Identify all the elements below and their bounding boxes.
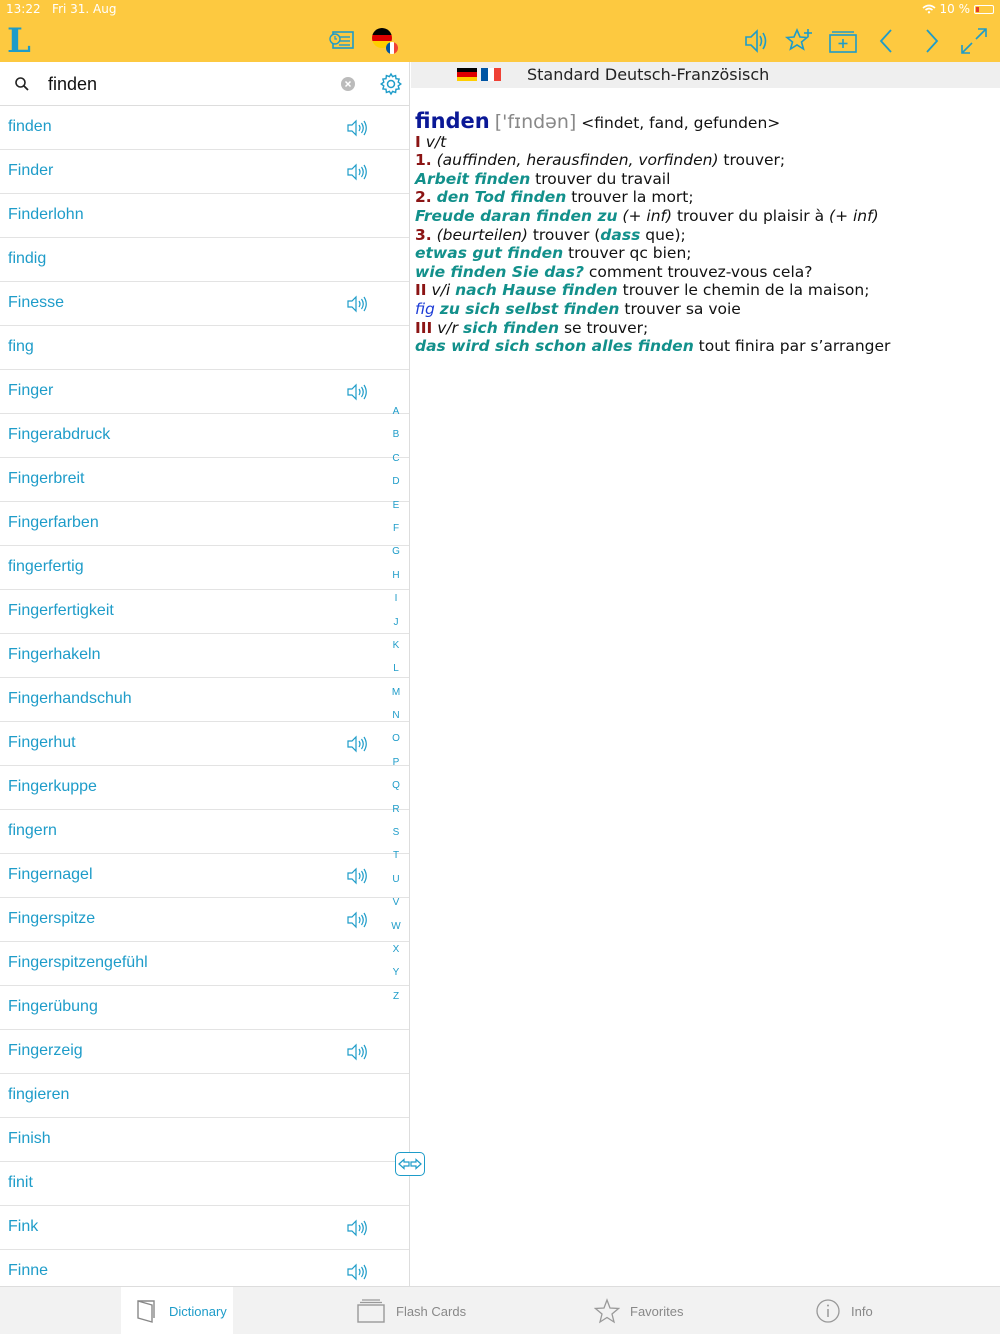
translation: trouver sa voie (619, 299, 741, 318)
word-label: Fingerabdruck (8, 426, 111, 443)
word-label: fing (8, 338, 34, 355)
forward-icon[interactable] (915, 25, 947, 57)
tab-label: Dictionary (169, 1303, 227, 1319)
resize-arrows-icon (397, 1157, 423, 1171)
example-phrase[interactable]: Freude daran finden zu (415, 206, 618, 225)
word-list-item[interactable] (0, 502, 409, 546)
alphabet-letter[interactable]: X (392, 943, 400, 955)
word-list-item[interactable] (0, 942, 409, 986)
alphabet-letter[interactable]: Y (392, 967, 400, 979)
word-list-item[interactable] (0, 634, 409, 678)
entry-line (415, 226, 995, 245)
speaker-icon[interactable] (346, 162, 368, 182)
alphabet-letter[interactable]: N (392, 710, 400, 722)
tab-info[interactable] (815, 1287, 873, 1334)
example-phrase[interactable]: etwas gut finden (415, 244, 564, 263)
fullscreen-icon[interactable] (958, 25, 990, 57)
word-label: Fink (8, 1218, 39, 1235)
alphabet-letter[interactable]: O (392, 733, 400, 745)
word-list-item[interactable] (0, 986, 409, 1030)
word-label: Fingernagel (8, 866, 93, 883)
tab-flash-cards[interactable] (356, 1287, 466, 1334)
speaker-icon[interactable] (346, 118, 368, 138)
speaker-icon[interactable] (346, 734, 368, 754)
back-icon[interactable] (871, 25, 903, 57)
entry-headline (415, 109, 995, 133)
alphabet-letter[interactable]: B (392, 429, 400, 441)
word-label: Fingerfarben (8, 514, 99, 531)
translation: trouver qc bien; (563, 244, 692, 263)
speaker-icon[interactable] (346, 1218, 368, 1238)
tab-favorites[interactable] (594, 1287, 683, 1334)
search-icon (14, 76, 30, 92)
translation: trouver du plaisir à (672, 206, 830, 225)
translation: trouver la mort; (566, 188, 694, 207)
alphabet-letter[interactable]: A (392, 406, 400, 417)
word-list-item[interactable] (0, 1206, 409, 1250)
alphabet-letter[interactable]: C (392, 452, 400, 464)
battery-percent: 10 % (939, 2, 970, 16)
word-list-item[interactable] (0, 590, 409, 634)
split-resize-handle[interactable] (395, 1152, 425, 1176)
alphabet-letter[interactable]: S (392, 827, 400, 839)
part-of-speech: v/r (437, 318, 459, 337)
word-list-item[interactable] (0, 1118, 409, 1162)
word-label: Finne (8, 1262, 49, 1279)
flashcard-add-icon[interactable] (827, 25, 859, 57)
word-label: Fingerübung (8, 998, 98, 1015)
word-list-item[interactable] (0, 854, 409, 898)
example-phrase[interactable]: das wird sich schon alles finden (415, 337, 694, 356)
sense-note: (beurteilen) (436, 225, 528, 244)
example-phrase[interactable]: sich finden (462, 318, 560, 337)
word-label: Finger (8, 382, 54, 399)
translation: trouver du travail (530, 169, 671, 188)
status-date: Fri 31. Aug (52, 2, 117, 16)
inflection-forms: <findet, fand, gefunden> (581, 114, 781, 132)
app-header (0, 0, 1000, 62)
word-list-item[interactable] (0, 1162, 409, 1206)
part-of-speech: v/t (425, 132, 447, 151)
bottom-tab-bar (0, 1286, 1000, 1334)
translation: trouver; (718, 151, 786, 170)
german-flag-icon (457, 68, 477, 81)
word-list (0, 106, 409, 1286)
book-icon (133, 1298, 159, 1324)
favorite-add-icon[interactable] (783, 25, 815, 57)
speaker-icon[interactable] (346, 910, 368, 930)
alphabet-letter[interactable]: J (393, 616, 399, 628)
speaker-icon[interactable] (346, 382, 368, 402)
tab-dictionary[interactable] (121, 1287, 233, 1334)
word-list-item[interactable] (0, 326, 409, 370)
flashcards-icon (356, 1298, 386, 1324)
star-icon (594, 1298, 620, 1324)
entry-line (415, 263, 995, 282)
alphabet-letter[interactable]: V (392, 897, 400, 909)
language-flag-icon[interactable] (368, 25, 400, 57)
pronunciation: ['fɪndən] (494, 111, 577, 133)
tab-label: Flash Cards (396, 1303, 467, 1319)
word-list-item[interactable] (0, 678, 409, 722)
translation: comment trouvez-vous cela? (583, 262, 813, 281)
example-phrase[interactable]: wie finden Sie das? (415, 262, 584, 281)
word-list-item[interactable] (0, 546, 409, 590)
word-list-item[interactable] (0, 370, 409, 414)
dictionary-entry (415, 109, 995, 356)
entry-line (415, 281, 995, 300)
translation: se trouver; (559, 318, 649, 337)
status-time: 13:22 (6, 2, 41, 16)
word-list-item[interactable] (0, 1030, 409, 1074)
alphabet-letter[interactable]: P (392, 756, 400, 768)
word-label: Fingerbreit (8, 470, 85, 487)
translation: trouver le chemin de la maison; (617, 281, 870, 300)
speaker-icon[interactable] (346, 866, 368, 886)
status-bar-left (6, 2, 117, 16)
word-label: Fingerhakeln (8, 646, 101, 663)
wifi-icon (922, 4, 936, 14)
entry-line (415, 207, 995, 226)
word-label: fingern (8, 822, 57, 839)
word-list-item[interactable] (0, 898, 409, 942)
status-bar-right (922, 2, 995, 16)
sense-number: 1. (415, 151, 432, 170)
example-phrase[interactable]: Arbeit finden (415, 169, 531, 188)
word-label: findig (8, 250, 47, 267)
word-list-item[interactable] (0, 106, 409, 150)
entry-line (415, 337, 995, 356)
app-logo: L (7, 21, 31, 61)
headword: finden (415, 109, 490, 133)
alphabet-letter[interactable]: M (391, 686, 401, 698)
alphabet-letter[interactable]: U (392, 873, 400, 885)
dictionary-name: Standard Deutsch-Französisch (527, 65, 770, 84)
word-label: Finderlohn (8, 206, 84, 223)
word-label: Finish (8, 1130, 51, 1147)
example-phrase[interactable]: den Tod finden (436, 188, 567, 207)
part-of-speech: v/i (431, 281, 451, 300)
alphabet-letter[interactable]: Z (392, 990, 400, 1002)
alphabet-letter[interactable]: T (392, 850, 400, 862)
word-label: Finder (8, 162, 54, 179)
word-list-item[interactable] (0, 458, 409, 502)
grammar-note: (+ inf) (617, 206, 673, 225)
entry-line (415, 244, 995, 263)
word-label: Fingerspitze (8, 910, 96, 927)
entry-line (415, 151, 995, 170)
word-list-item[interactable] (0, 766, 409, 810)
word-label: Fingerkuppe (8, 778, 97, 795)
alphabet-letter[interactable]: L (393, 663, 399, 675)
speaker-icon[interactable] (346, 1262, 368, 1282)
entry-line (415, 300, 995, 319)
entry-line[interactable] (415, 170, 995, 189)
roman-numeral: III (415, 318, 433, 337)
info-icon (815, 1298, 841, 1324)
word-list-item[interactable] (0, 282, 409, 326)
sense-number: 2. (415, 188, 432, 207)
entry-line (415, 133, 995, 152)
alphabet-letter[interactable]: Q (392, 780, 400, 792)
word-list-item[interactable] (0, 810, 409, 854)
battery-icon (974, 5, 994, 14)
translation: que); (640, 225, 686, 244)
search-input[interactable] (48, 70, 328, 98)
sense-number: 3. (415, 225, 432, 244)
tab-label: Info (851, 1303, 873, 1319)
search-bar (0, 62, 409, 106)
entry-line (415, 319, 995, 338)
alphabet-letter[interactable]: R (392, 803, 400, 815)
word-list-item[interactable] (0, 238, 409, 282)
word-list-item[interactable] (0, 414, 409, 458)
word-label: Fingerfertigkeit (8, 602, 114, 619)
translation: trouver ( (527, 225, 601, 244)
entry-line (415, 188, 995, 207)
word-list-item[interactable] (0, 150, 409, 194)
alphabet-letter[interactable]: H (392, 569, 400, 581)
roman-numeral: II (415, 281, 427, 300)
tab-label: Favorites (630, 1303, 684, 1319)
sense-note: (auffinden, herausfinden, vorfinden) (436, 151, 719, 170)
word-label: fingieren (8, 1086, 70, 1103)
alphabet-letter[interactable]: G (392, 546, 400, 558)
settings-gear-icon[interactable] (379, 72, 403, 96)
grammar-note: (+ inf) (829, 206, 879, 225)
speaker-icon[interactable] (346, 294, 368, 314)
alphabet-letter[interactable]: I (394, 593, 398, 605)
history-icon[interactable] (326, 25, 358, 57)
dictionary-header (411, 62, 1000, 88)
word-label: Fingerspitzengefühl (8, 954, 148, 971)
french-flag-icon (481, 68, 501, 81)
word-label: finden (8, 118, 52, 135)
example-phrase[interactable]: nach Hause finden (455, 281, 618, 300)
alphabet-letter[interactable]: D (392, 476, 400, 488)
alphabet-index[interactable] (385, 400, 407, 1008)
word-list-item[interactable] (0, 722, 409, 766)
example-phrase[interactable]: zu sich selbst finden (439, 299, 620, 318)
alphabet-letter[interactable]: E (392, 499, 400, 511)
roman-numeral: I (415, 132, 421, 151)
word-label: Finesse (8, 294, 65, 311)
alphabet-letter[interactable]: K (392, 639, 400, 651)
word-label: Fingerhut (8, 734, 76, 751)
word-list-item[interactable] (0, 1250, 409, 1286)
usage-label: fig (415, 299, 435, 318)
example-phrase[interactable]: dass (600, 225, 641, 244)
word-label: Fingerhandschuh (8, 690, 132, 707)
alphabet-letter[interactable]: W (391, 920, 401, 932)
translation: tout finira par s’arranger (693, 337, 891, 356)
speaker-icon[interactable] (346, 1042, 368, 1062)
word-label: fingerfertig (8, 558, 84, 575)
word-label: finit (8, 1174, 33, 1191)
word-list-item[interactable] (0, 194, 409, 238)
word-label: Fingerzeig (8, 1042, 83, 1059)
alphabet-letter[interactable]: F (392, 522, 400, 534)
speaker-icon[interactable] (739, 25, 771, 57)
word-list-panel (0, 62, 410, 1286)
clear-search-icon[interactable] (340, 76, 356, 92)
word-list-item[interactable] (0, 1074, 409, 1118)
